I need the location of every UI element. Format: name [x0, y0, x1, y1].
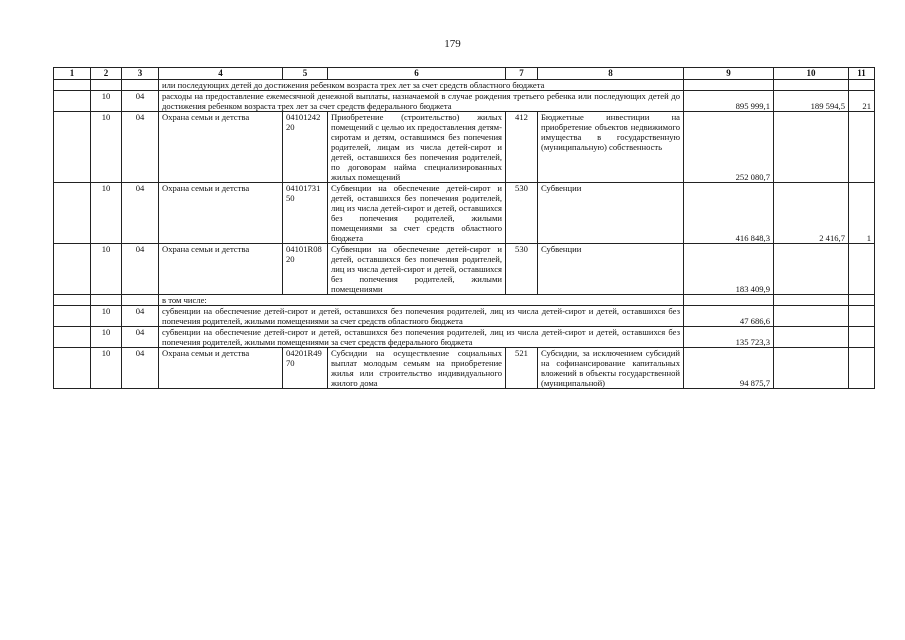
cell-subsection-name: Охрана семьи и детства	[159, 244, 283, 295]
column-header: 2	[91, 68, 122, 80]
table-row	[54, 327, 875, 348]
cell-target-code: 04101R0820	[283, 244, 328, 295]
table-row	[54, 183, 875, 244]
column-header: 4	[159, 68, 283, 80]
cell-col11	[849, 112, 875, 183]
budget-table	[53, 67, 875, 389]
cell-col11: 21	[849, 91, 875, 112]
table-row	[54, 306, 875, 327]
cell-subsection: 04	[122, 91, 159, 112]
cell-expense-code: 530	[506, 183, 538, 244]
cell-subsection: 04	[122, 327, 159, 348]
table-row	[54, 80, 875, 91]
cell-amount-2: 2 416,7	[774, 183, 849, 244]
table-row	[54, 295, 875, 306]
cell-col11	[849, 244, 875, 295]
cell-subsection: 04	[122, 183, 159, 244]
cell-amount-2	[774, 112, 849, 183]
cell-subsection-name: Охрана семьи и детства	[159, 348, 283, 389]
cell-amount-2	[774, 306, 849, 327]
cell-expense-code: 412	[506, 112, 538, 183]
cell-amount: 895 999,1	[684, 91, 774, 112]
cell-description: расходы на предоставление ежемесячной денежной выплаты, назначаемой в случае рождения третьего ребенка или последующих детей до достижения ребенком возраста трех лет за счет средств федерального бюджета	[159, 91, 684, 112]
cell-amount: 183 409,9	[684, 244, 774, 295]
cell-amount-2	[774, 348, 849, 389]
cell-col11: 1	[849, 183, 875, 244]
cell-amount: 252 080,7	[684, 112, 774, 183]
cell-col11	[849, 327, 875, 348]
cell-subsection	[122, 80, 159, 91]
cell-amount	[684, 80, 774, 91]
table-row	[54, 348, 875, 389]
cell-col11	[849, 295, 875, 306]
page-number: 179	[444, 38, 461, 50]
column-header: 3	[122, 68, 159, 80]
cell-target-name: Субсидии на осуществление социальных выплат молодым семьям на приобретение жилья или строительство индивидуального жилого дома	[328, 348, 506, 389]
table-row	[54, 244, 875, 295]
cell-target-name: Субвенции на обеспечение детей-сирот и детей, оставшихся без попечения родителей, лиц из числа детей-сирот и детей, оставшихся без попечения родителей, жилыми помещениями за счет средств областного бюджета	[328, 183, 506, 244]
cell-target-name: Субвенции на обеспечение детей-сирот и детей, оставшихся без попечения родителей, лиц из числа детей-сирот и детей, оставшихся без попечения родителей, жилыми помещениями	[328, 244, 506, 295]
column-header: 10	[774, 68, 849, 80]
column-header: 11	[849, 68, 875, 80]
cell-target-code: 04201R4970	[283, 348, 328, 389]
cell-target-code: 0410124220	[283, 112, 328, 183]
column-header: 7	[506, 68, 538, 80]
cell-col11	[849, 80, 875, 91]
cell-expense-name: Субсидии, за исключением субсидий на софинансирование капитальных вложений в объекты государственной (муниципальной)	[538, 348, 684, 389]
cell-amount: 135 723,3	[684, 327, 774, 348]
cell-expense-name: Субвенции	[538, 183, 684, 244]
cell-section	[91, 80, 122, 91]
cell-subsection	[122, 295, 159, 306]
cell-subsection: 04	[122, 348, 159, 389]
cell-subsection: 04	[122, 112, 159, 183]
cell-amount: 47 686,6	[684, 306, 774, 327]
cell-col11	[849, 348, 875, 389]
cell-subsection-name: Охрана семьи и детства	[159, 183, 283, 244]
cell-section: 10	[91, 183, 122, 244]
cell-section	[91, 295, 122, 306]
cell-subsection-name: Охрана семьи и детства	[159, 112, 283, 183]
cell-section: 10	[91, 348, 122, 389]
column-header: 9	[684, 68, 774, 80]
cell-amount	[684, 295, 774, 306]
column-header: 1	[54, 68, 91, 80]
cell-amount: 94 875,7	[684, 348, 774, 389]
cell-expense-code: 530	[506, 244, 538, 295]
column-header: 6	[328, 68, 506, 80]
cell-description: в том числе:	[159, 295, 684, 306]
cell-amount-2	[774, 327, 849, 348]
column-header: 5	[283, 68, 328, 80]
header-row	[54, 68, 875, 80]
cell-description: субвенции на обеспечение детей-сирот и детей, оставшихся без попечения родителей, лиц из числа детей-сирот и детей, оставшихся без попечения родителей, жилыми помещениями за счет средств федерального бюджета	[159, 327, 684, 348]
cell-subsection: 04	[122, 244, 159, 295]
cell-description: субвенции на обеспечение детей-сирот и детей, оставшихся без попечения родителей, лиц из числа детей-сирот и детей, оставшихся без попечения родителей, жилыми помещениями за счет средств областного бюджета	[159, 306, 684, 327]
cell-amount-2	[774, 80, 849, 91]
table-row	[54, 91, 875, 112]
cell-expense-code: 521	[506, 348, 538, 389]
cell-amount-2	[774, 295, 849, 306]
cell-section: 10	[91, 112, 122, 183]
cell-amount-2: 189 594,5	[774, 91, 849, 112]
cell-section: 10	[91, 244, 122, 295]
cell-expense-name: Бюджетные инвестиции на приобретение объектов недвижимого имущества в государственную (муниципальную) собственность	[538, 112, 684, 183]
cell-amount-2	[774, 244, 849, 295]
cell-section: 10	[91, 327, 122, 348]
cell-description: или последующих детей до достижения ребенком возраста трех лет за счет средств областного бюджета	[159, 80, 684, 91]
cell-target-code: 0410173150	[283, 183, 328, 244]
cell-section: 10	[91, 306, 122, 327]
table-row	[54, 112, 875, 183]
cell-target-name: Приобретение (строительство) жилых помещений с целью их предоставления детям-сиротам и детям, оставшимся без попечения родителей, лицам из числа детей-сирот и детей, оставшихся без попечения родителей, по договорам найма специализированных жилых помещений	[328, 112, 506, 183]
cell-amount: 416 848,3	[684, 183, 774, 244]
cell-expense-name: Субвенции	[538, 244, 684, 295]
cell-section: 10	[91, 91, 122, 112]
column-header: 8	[538, 68, 684, 80]
cell-subsection: 04	[122, 306, 159, 327]
cell-col11	[849, 306, 875, 327]
